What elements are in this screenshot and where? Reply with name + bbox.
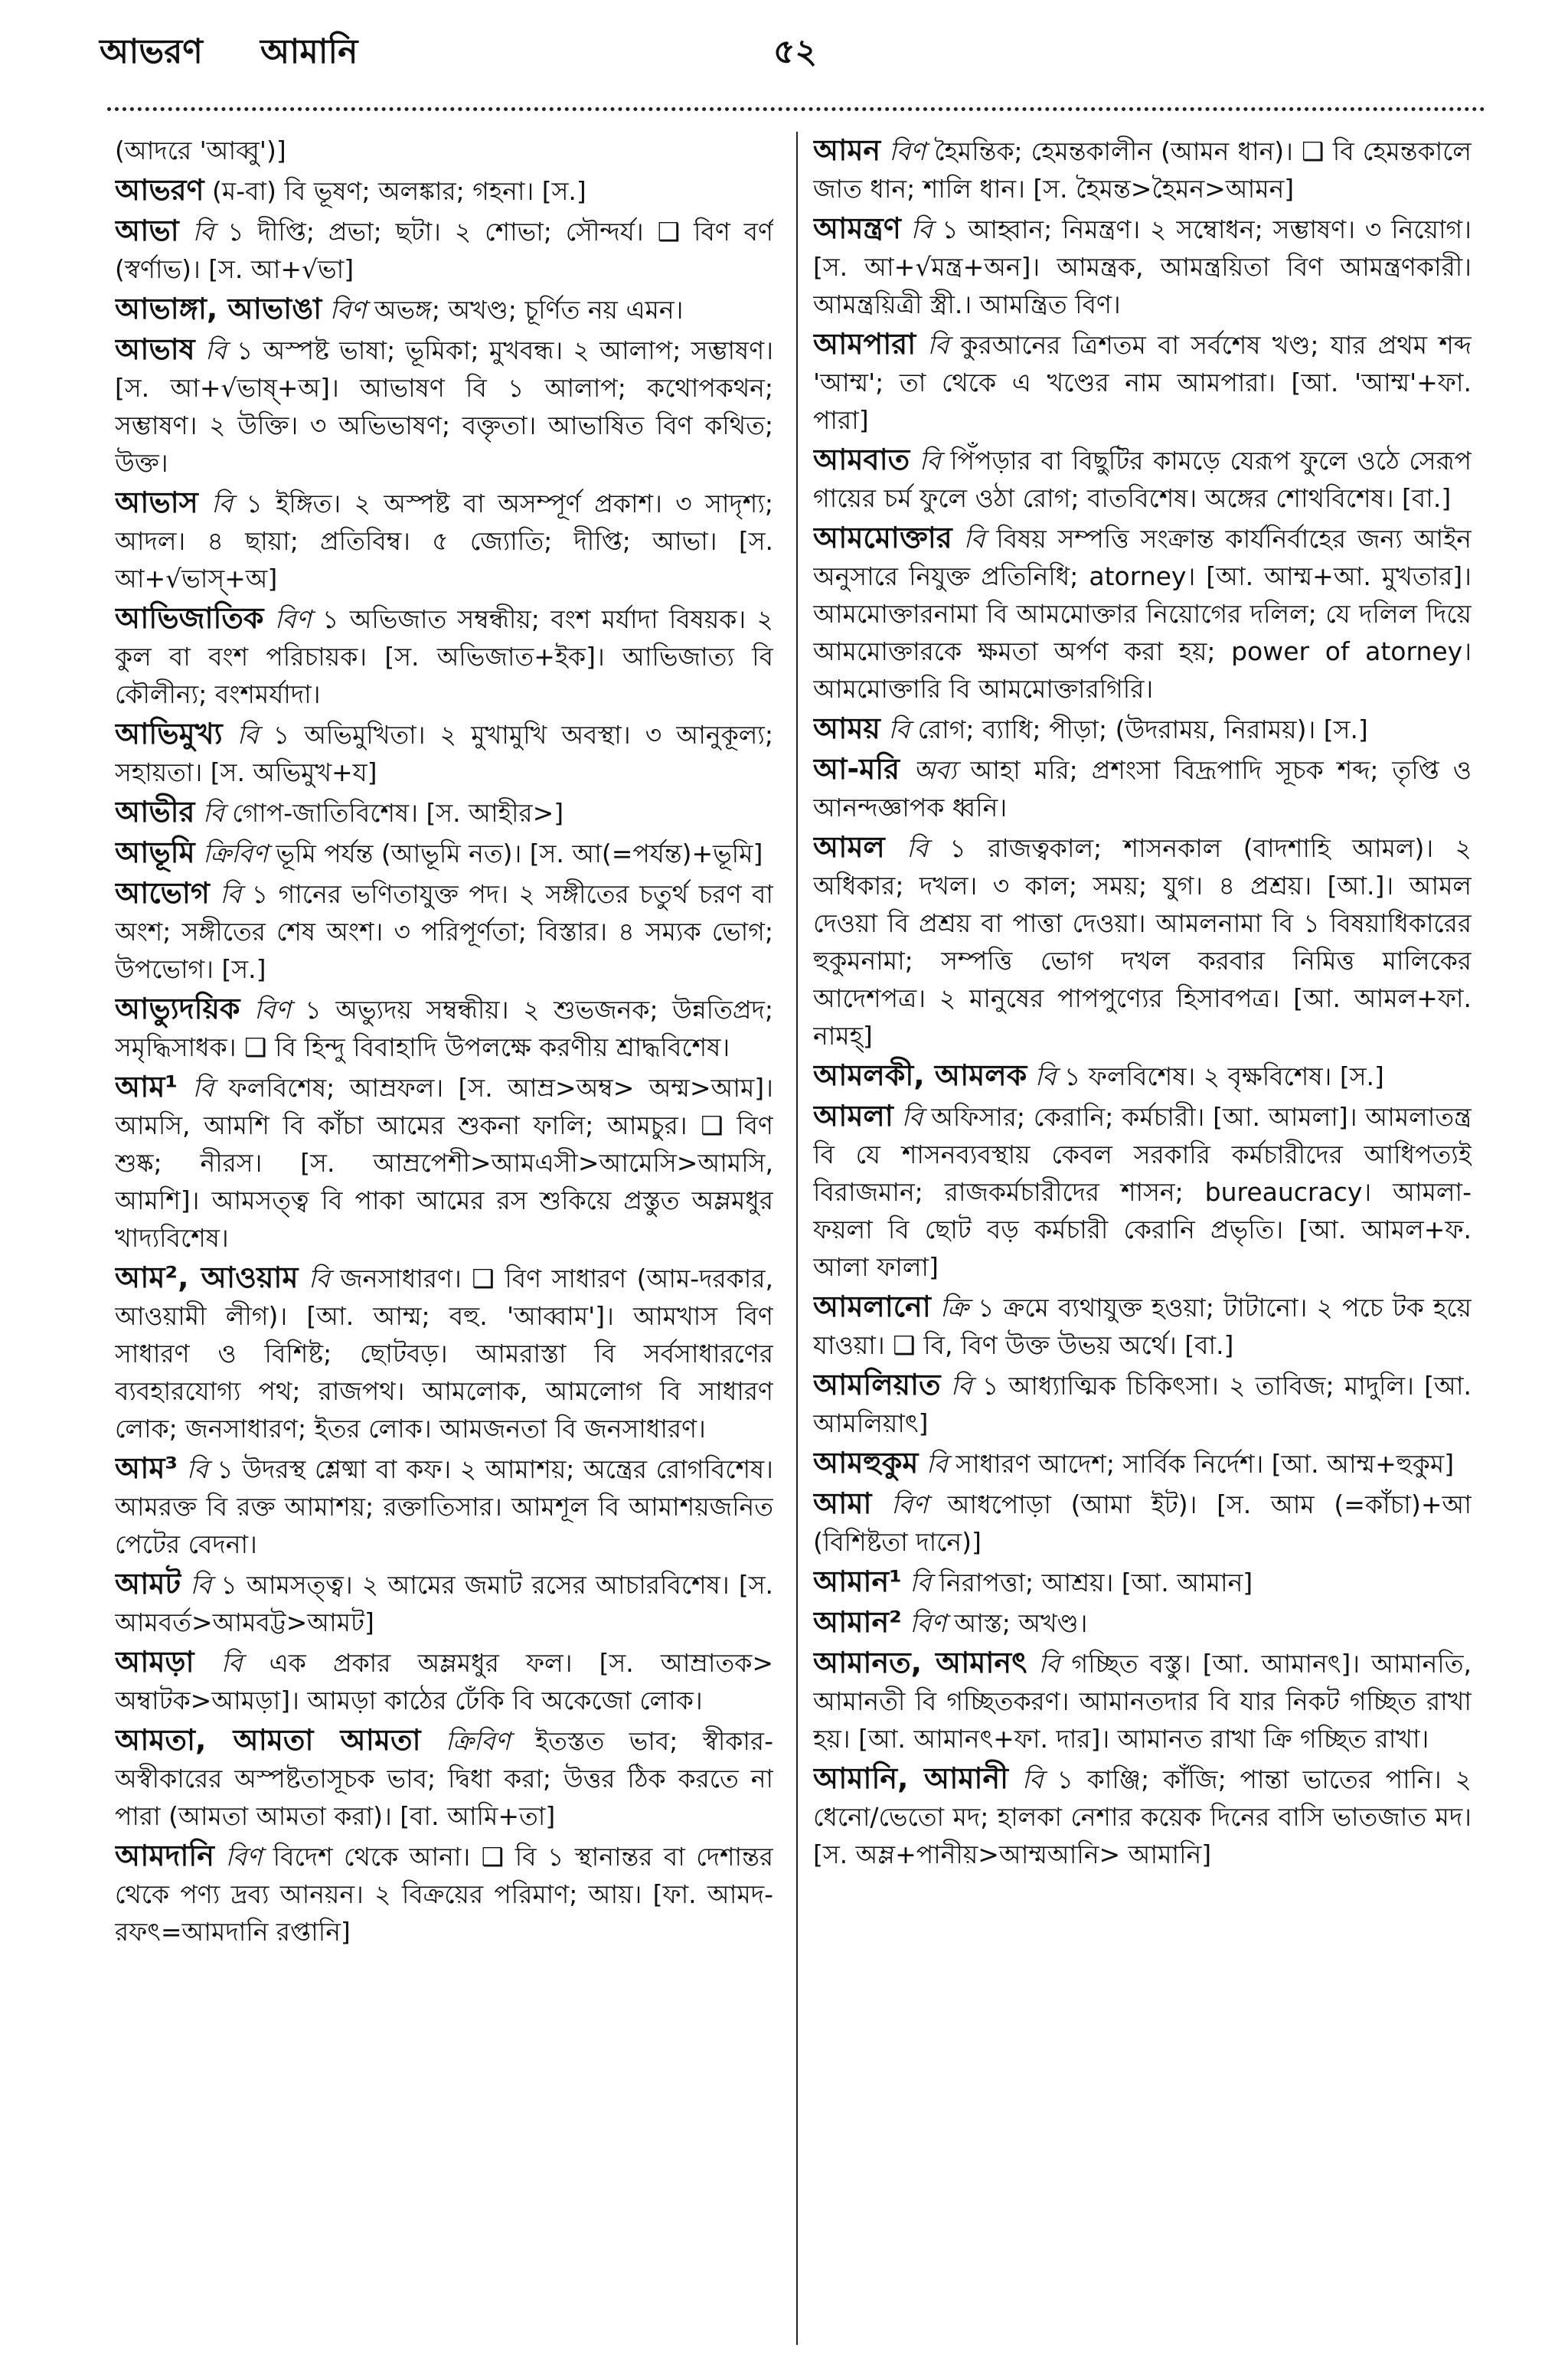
entry-definition: ১ ফলবিশেষ। ২ বৃক্ষবিশেষ। [স.] [1064, 1061, 1384, 1091]
dictionary-entry [115, 1722, 773, 1835]
dictionary-entry [813, 829, 1472, 1055]
entry-definition: ১ উদরস্থ শ্লেষ্মা বা কফ। ২ আমাশয়; অন্ত্রের রোগবিশেষ। আমরক্ত বি রক্ত আমাশয়; রক্তাতিসার। আমশূল বি আমাশয়জনিত পেটের বেদনা। [115, 1454, 773, 1559]
entry-definition: ১ অস্পষ্ট ভাষা; ভূমিকা; মুখবন্ধ। ২ আলাপ; সম্ভাষণ। [স. আ+√ভাষ্+অ]। আভাষণ বি ১ আলাপ; কথোপকথন; সম্ভাষণ। ২ উক্তি। ৩ অভিভাষণ; বক্তৃতা। আভাষিত বিণ কথিত; উক্ত। [115, 335, 773, 478]
entry-headword: আময় [813, 711, 880, 745]
entry-definition: গচ্ছিত বস্তু। [আ. আমানৎ]। আমানতি, আমানতী বি গচ্ছিতকরণ। আমানতদার বি যার নিকট গচ্ছিত রাখা হয়। [আ. আমানৎ+ফা. দার]। আমানত রাখা ক্রি গচ্ছিত রাখা। [813, 1649, 1472, 1754]
dictionary-entry [115, 715, 773, 791]
entry-definition: ১ কাঞ্জি; কাঁজি; পান্তা ভাতের পানি। ২ ধেনো/ভেতো মদ; হালকা নেশার কয়েক দিনের বাসি ভাতজাত মদ। [স. অম্ল+পানীয়>আম্মআনি> আমানি] [813, 1764, 1472, 1869]
dictionary-entry [115, 1565, 773, 1641]
part-of-speech: বিণ [889, 136, 926, 166]
part-of-speech: বি [910, 214, 933, 244]
part-of-speech: ক্রিবিণ [445, 1726, 511, 1756]
right-column [813, 132, 1472, 2353]
entry-headword: আম², আওয়াম [115, 1261, 299, 1294]
entry-definition: কুরআনের ত্রিশতম বা সর্বশেষ খণ্ড; যার প্রথম শব্দ 'আম্ম'; তা থেকে এ খণ্ডের নাম আমপারা। [আ. 'আম্ম'+ফা. পারা] [813, 330, 1472, 435]
part-of-speech: বি [237, 720, 259, 750]
part-of-speech: বি [1038, 1649, 1060, 1679]
entry-definition: ১ ক্রমে ব্যথাযুক্ত হওয়া; টাটানো। ২ পচে টক হয়ে যাওয়া। ❑ বি, বিণ উক্ত উভয় অর্থে। [বা.] [813, 1293, 1472, 1360]
entry-headword: আ-মরি [813, 752, 900, 786]
dictionary-entry [115, 600, 773, 713]
dictionary-entry [115, 990, 773, 1066]
part-of-speech: বি [186, 1454, 208, 1484]
entry-headword: আমান¹ [813, 1565, 902, 1598]
entry-headword: আমান² [813, 1605, 902, 1639]
entry-headword: আভা [115, 214, 179, 247]
entry-headword: আমানত, আমানৎ [813, 1646, 1027, 1679]
dictionary-entry [813, 1288, 1472, 1364]
dictionary-entry [115, 1837, 773, 1951]
part-of-speech: বি [202, 798, 224, 828]
entry-headword: আমা [813, 1486, 872, 1520]
part-of-speech: বি [220, 1648, 243, 1678]
dictionary-entry [813, 1097, 1472, 1286]
entry-definition: ১ অভ্যুদয় সম্বন্ধীয়। ২ শুভজনক; উন্নতিপ্রদ; সমৃদ্ধিসাধক। ❑ বি হিন্দু বিবাহাদি উপলক্ষে করণীয় শ্রাদ্ধবিশেষ। [115, 995, 773, 1062]
page-number: ৫২ [773, 32, 818, 71]
dictionary-entry [813, 1366, 1472, 1442]
dictionary-entry [115, 793, 773, 832]
part-of-speech: বি [211, 489, 233, 518]
part-of-speech: বি [926, 1449, 948, 1479]
dictionary-entry [115, 1450, 773, 1563]
entry-definition: সাধারণ আদেশ; সার্বিক নির্দেশ। [আ. আম্ম+হুকুম] [956, 1449, 1455, 1479]
part-of-speech: বি [220, 879, 242, 909]
entry-headword: আভাঙ্গা, আভাঙা [115, 292, 322, 325]
entry-definition: ১ আমসত্ত্ব। ২ আমের জমাট রসের আচারবিশেষ। [স. আমবর্ত>আমবট্ট>আমট] [115, 1570, 773, 1637]
part-of-speech: বি [308, 1264, 330, 1293]
entry-definition: বিদেশ থেকে আনা। ❑ বি ১ স্থানান্তর বা দেশান্তর থেকে পণ্য দ্রব্য আনয়ন। ২ বিক্রয়ের পরিমাণ; আয়। [ফা. আমদ-রফৎ=আমদানি রপ্তানি] [115, 1842, 773, 1947]
dictionary-entry [813, 710, 1472, 748]
header-rule [107, 107, 1485, 111]
entry-headword: আমল [813, 830, 885, 864]
entry-definition: ১ অভিজাত সম্বন্ধীয়; বংশ মর্যাদা বিষয়ক। ২ কুল বা বংশ পরিচায়ক। [স. অভিজাত+ইক]। আভিজাত্য বি কৌলীন্য; বংশমর্যাদা। [115, 604, 773, 709]
part-of-speech: ক্রিবিণ [203, 839, 268, 868]
entry-headword: আমন্ত্রণ [813, 211, 901, 245]
part-of-speech: বিণ [225, 1842, 263, 1872]
entry-definition: ১ আহ্বান; নিমন্ত্রণ। ২ সম্বোধন; সম্ভাষণ। ৩ নিয়োগ। [স. আ+√মন্ত্র+অন]। আমন্ত্রক, আমন্ত্রয়িতা বিণ আমন্ত্রণকারী। আমন্ত্রয়িত্রী স্ত্রী.। আমন্ত্রিত বিণ। [813, 214, 1472, 319]
part-of-speech: বিণ [910, 1608, 947, 1638]
entry-headword: আভূমি [115, 835, 195, 869]
part-of-speech: বি [1021, 1764, 1044, 1794]
dictionary-entry [813, 441, 1472, 517]
column-divider [796, 132, 798, 2345]
entry-headword: আমানি, আমানী [813, 1761, 1008, 1795]
dictionary-entry [813, 1485, 1472, 1561]
part-of-speech: বি [927, 330, 949, 360]
dictionary-entry [115, 331, 773, 482]
dictionary-entry [813, 1057, 1472, 1095]
entry-definition: ১ অভিমুখিতা। ২ মুখামুখি অবস্থা। ৩ আনুকূল্য; সহায়তা। [স. অভিমুখ+য] [115, 720, 773, 787]
entry-headword: আভাস [115, 486, 198, 519]
entry-definition: আধপোড়া (আমা ইট)। [স. আম (=কাঁচা)+আ (বিশিষ্টতা দানে)] [813, 1489, 1472, 1557]
dictionary-entry [813, 210, 1472, 323]
entry-definition: ভূমি পর্যন্ত (আভূমি নত)। [স. আ(=পর্যন্ত)+ভূমি] [276, 839, 763, 868]
entry-headword: আমলিয়াত [813, 1368, 941, 1401]
guide-word-last: আমানি [260, 32, 358, 71]
dictionary-entry [813, 750, 1472, 826]
part-of-speech: বি [192, 1073, 214, 1103]
entry-headword: আম³ [115, 1451, 178, 1485]
part-of-speech: বিণ [254, 995, 291, 1025]
dictionary-entry [813, 519, 1472, 708]
entry-headword: আভিজাতিক [115, 601, 264, 635]
entry-definition: (আদরে 'আব্বু')] [115, 136, 286, 165]
entry-headword: আভ্যুদয়িক [115, 992, 240, 1025]
entry-definition: পিঁপড়ার বা বিছুটির কামড়ে যেরূপ ফুলে ওঠে সেরূপ গায়ের চর্ম ফুলে ওঠা রোগ; বাতবিশেষ। অঙ্গের শোথবিশেষ। [বা.] [813, 446, 1472, 513]
dictionary-entry [813, 1563, 1472, 1601]
dictionary-entry [115, 172, 773, 210]
entry-headword: আভিমুখ্য [115, 717, 223, 750]
part-of-speech: বি [888, 714, 910, 744]
entry-headword: আমহুকুম [813, 1446, 919, 1480]
entry-headword: আমতা, আমতা আমতা [115, 1723, 421, 1757]
dictionary-entry [115, 1259, 773, 1447]
part-of-speech: বি [192, 217, 214, 247]
entry-definition: আহা মরি; প্রশংসা বিদ্রূপাদি সূচক শব্দ; তৃপ্তি ও আনন্দজ্ঞাপক ধ্বনি। [813, 755, 1472, 822]
dictionary-entry [115, 484, 773, 597]
entry-definition: নিরাপত্তা; আশ্রয়। [আ. আমান] [939, 1568, 1253, 1597]
entry-definition: জনসাধারণ। ❑ বিণ সাধারণ (আম-দরকার, আওয়ামী লীগ)। [আ. আম্ম; বহু. 'আব্বাম']। আমখাস বিণ সাধারণ ও বিশিষ্ট; ছোটবড়। আমরাস্তা বি সর্বসাধারণের ব্যবহারযোগ্য পথ; রাজপথ। আমলোক, আমলোগ বি সাধারণ লোক; জনসাধারণ; ইতর লোক। আমজনতা বি জনসাধারণ। [115, 1264, 773, 1444]
entry-headword: আমন [813, 133, 881, 167]
part-of-speech: বি [950, 1371, 972, 1401]
part-of-speech: বি [901, 1102, 923, 1132]
dictionary-entry [813, 1760, 1472, 1873]
dictionary-entry [115, 875, 773, 988]
entry-headword: আমট [115, 1567, 181, 1601]
entry-headword: আভীর [115, 795, 195, 829]
entry-definition: গোপ-জাতিবিশেষ। [স. আহীর>] [232, 798, 564, 828]
part-of-speech: বি [204, 335, 227, 365]
part-of-speech: বিণ [274, 604, 312, 634]
entry-definition: আস্ত; অখণ্ড। [954, 1608, 1088, 1638]
entry-definition: (ম-বা) বি ভূষণ; অলঙ্কার; গহনা। [স.] [212, 176, 586, 206]
dictionary-entry [813, 1644, 1472, 1758]
part-of-speech: বি [190, 1570, 212, 1600]
dictionary-entry [115, 1068, 773, 1257]
entry-headword: আমলা [813, 1099, 893, 1133]
part-of-speech: বি [1034, 1061, 1057, 1091]
dictionary-entry [115, 212, 773, 288]
part-of-speech: ক্রি [939, 1293, 969, 1323]
entry-definition: ১ ইঙ্গিত। ২ অস্পষ্ট বা অসম্পূর্ণ প্রকাশ। ৩ সাদৃশ্য; আদল। ৪ ছায়া; প্রতিবিম্ব। ৫ জ্যোতি; দীপ্তি; আভা। [স. আ+√ভাস্+অ] [115, 489, 773, 594]
entry-definition: ইতস্তত ভাব; স্বীকার-অস্বীকারের অস্পষ্টতাসূচক ভাব; দ্বিধা করা; উত্তর ঠিক করতে না পারা (আমতা আমতা করা)। [বা. আমি+তা] [115, 1726, 773, 1831]
entry-headword: আম¹ [115, 1070, 178, 1104]
entry-headword: আভোগ [115, 876, 210, 910]
entry-definition: ১ আধ্যাত্মিক চিকিৎসা। ২ তাবিজ; মাদুলি। [আ. আমলিয়াৎ] [813, 1371, 1472, 1438]
entry-definition: অভঙ্গ; অখণ্ড; চূর্ণিত নয় এমন। [374, 295, 684, 325]
part-of-speech: বি [910, 1568, 932, 1597]
dictionary-entry [115, 1643, 773, 1719]
entry-headword: আমড়া [115, 1645, 194, 1679]
entry-definition: ১ গানের ভণিতাযুক্ত পদ। ২ সঙ্গীতের চতুর্থ চরণ বা অংশ; সঙ্গীতের শেষ অংশ। ৩ পরিপূর্ণতা; বিস্তার। ৪ সম্যক ভোগ; উপভোগ। [স.] [115, 879, 773, 984]
left-column [115, 132, 773, 2353]
entry-headword: আমবাত [813, 443, 910, 476]
page-header [100, 26, 1493, 87]
entry-definition: ফলবিশেষ; আম্রফল। [স. আম্র>অম্ব> অম্ম>আম]। আমসি, আমশি বি কাঁচা আমের শুকনা ফালি; আমচুর। ❑ বিণ শুষ্ক; নীরস। [স. আম্রপেশী>আমএসী>আমেসি>আমসি, আমশি]। আমসত্ত্ব বি পাকা আমের রস শুকিয়ে প্রস্তুত অম্লমধুর খাদ্যবিশেষ। [115, 1073, 773, 1253]
part-of-speech: বিণ [329, 295, 367, 325]
dictionary-entry [813, 1444, 1472, 1483]
entry-headword: আমদানি [115, 1839, 214, 1872]
dictionary-entry [115, 834, 773, 872]
entry-headword: আমপারা [813, 327, 916, 361]
dictionary-entry [813, 132, 1472, 208]
entry-definition: ১ দীপ্তি; প্রভা; ছটা। ২ শোভা; সৌন্দর্য। ❑ বিণ বর্ণ (স্বর্ণাভ)। [স. আ+√ভা] [115, 217, 773, 284]
part-of-speech: অব্য [913, 755, 957, 785]
entry-headword: আভরণ [115, 173, 204, 207]
dictionary-entry [115, 132, 773, 169]
part-of-speech: বি [963, 524, 985, 554]
entry-definition: অফিসার; কেরানি; কর্মচারী। [আ. আমলা]। আমলাতন্ত্র বি যে শাসনব্যবস্থায় কেবল সরকারি কর্মচারীদের আধিপত্যই বিরাজমান; রাজকর্মচারীদের শাসন; bureaucracy। আমলা-ফয়লা বি ছোট বড় কর্মচারী কেরানি প্রভৃতি। [আ. আমল+ফ. আলা ফালা] [813, 1102, 1472, 1282]
entry-headword: আমলানো [813, 1290, 931, 1323]
entry-definition: রোগ; ব্যাধি; পীড়া; (উদরাময়, নিরাময়)। [স.] [917, 714, 1368, 744]
guide-word-first: আভরণ [100, 32, 203, 71]
entry-headword: আমমোক্তার [813, 521, 952, 554]
part-of-speech: বি [906, 833, 928, 863]
part-of-speech: বি [919, 446, 941, 476]
part-of-speech: বিণ [891, 1489, 928, 1519]
entry-headword: আভাষ [115, 332, 195, 366]
entry-definition: এক প্রকার অম্লমধুর ফল। [স. আম্রাতক> অম্বাটক>আমড়া]। আমড়া কাঠের ঢেঁকি বি অকেজো লোক। [115, 1648, 773, 1715]
entry-definition: বিষয় সম্পত্তি সংক্রান্ত কার্যনির্বাহের জন্য আইন অনুসারে নিযুক্ত প্রতিনিধি; atorney। [আ. আম্ম+আ. মুখতার]। আমমোক্তারনামা বি আমমোক্তার নিয়োগের দলিল; যে দলিল দিয়ে আমমোক্তারকে ক্ষমতা অর্পণ করা হয়; power of atorney। আমমোক্তারি বি আমমোক্তারগিরি। [813, 524, 1472, 704]
dictionary-entry [813, 1604, 1472, 1642]
dictionary-entry [115, 290, 773, 329]
dictionary-entry [813, 325, 1472, 439]
entry-definition: ১ রাজত্বকাল; শাসনকাল (বাদশাহি আমল)। ২ অধিকার; দখল। ৩ কাল; সময়; যুগ। ৪ প্রশ্রয়। [আ.]। আমল দেওয়া বি প্রশ্রয় বা পাত্তা দেওয়া। আমলনামা বি ১ বিষয়াধিকারের হুকুমনামা; সম্পত্তি ভোগ দখল করবার নিমিত্ত মালিকের আদেশপত্র। ২ মানুষের পাপপুণ্যের হিসাবপত্র। [আ. আমল+ফা. নামহ্] [813, 833, 1472, 1051]
entry-headword: আমলকী, আমলক [813, 1058, 1027, 1092]
entry-definition: হৈমন্তিক; হেমন্তকালীন (আমন ধান)। ❑ বি হেমন্তকালে জাত ধান; শালি ধান। [স. হৈমন্ত>হৈমন>আমন] [813, 136, 1472, 204]
